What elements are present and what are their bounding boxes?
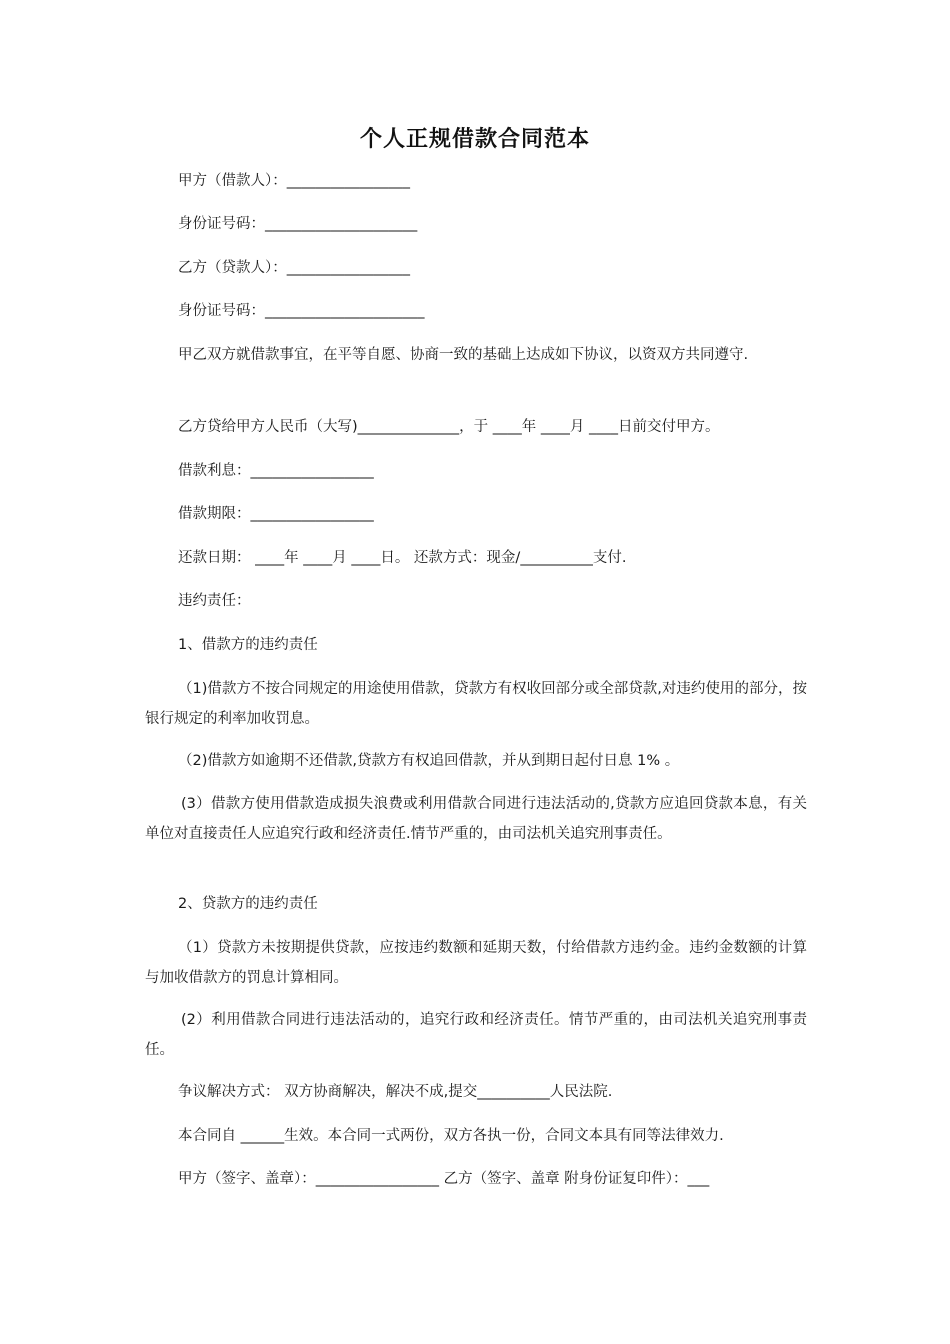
borrower-liability-heading: 1、借款方的违约责任: [178, 637, 318, 653]
term-line: 借款期限：_________________: [178, 506, 374, 522]
repayment-line: 还款日期： ____年 ____月 ____日。 还款方式：现金/__________支付.: [178, 550, 627, 566]
dispute-resolution-line: 争议解决方式： 双方协商解决，解决不成,提交__________人民法院.: [178, 1084, 613, 1100]
lender-clause-1: （1）贷款方未按期提供贷款，应按违约数额和延期天数，付给借款方违约金。违约金数额的计算与加收借款方的罚息计算相同。: [145, 940, 807, 986]
party-a-id-line: 身份证号码：_____________________: [178, 216, 418, 232]
borrower-clause-3: (3）借款方使用借款造成损失浪费或利用借款合同进行违法活动的,贷款方应追回贷款本息，有关单位对直接责任人应追究行政和经济责任.情节严重的，由司法机关追究刑事责任。: [145, 796, 807, 842]
intro-paragraph: 甲乙双方就借款事宜，在平等自愿、协商一致的基础上达成如下协议，以资双方共同遵守.: [178, 347, 749, 363]
borrower-clause-1: （1)借款方不按合同规定的用途使用借款，贷款方有权收回部分或全部贷款,对违约使用的部分，按银行规定的利率加收罚息。: [145, 681, 807, 727]
effective-date-line: 本合同自 ______生效。本合同一式两份，双方各执一份，合同文本具有同等法律效力.: [178, 1128, 724, 1144]
party-a-line: 甲方（借款人）：_________________: [178, 173, 410, 189]
loan-amount-line: 乙方贷给甲方人民币（大写)______________，于 ____年 ____月 ____日前交付甲方。: [178, 419, 720, 435]
document-title: 个人正规借款合同范本: [359, 127, 590, 152]
party-b-id-line: 身份证号码：______________________: [178, 303, 425, 319]
lender-clause-2: (2）利用借款合同进行违法活动的，追究行政和经济责任。情节严重的，由司法机关追究刑事责任。: [145, 1012, 807, 1058]
liability-heading: 违约责任：: [178, 593, 251, 609]
interest-line: 借款利息：_________________: [178, 463, 374, 479]
lender-liability-heading: 2、贷款方的违约责任: [178, 896, 318, 912]
signature-line: 甲方（签字、盖章）：_________________ 乙方（签字、盖章 附身份证复印件）：___: [178, 1171, 710, 1187]
borrower-clause-2: （2)借款方如逾期不还借款,贷款方有权追回借款，并从到期日起付日息 1% 。: [178, 753, 680, 769]
party-b-line: 乙方（贷款人）：_________________: [178, 260, 410, 276]
